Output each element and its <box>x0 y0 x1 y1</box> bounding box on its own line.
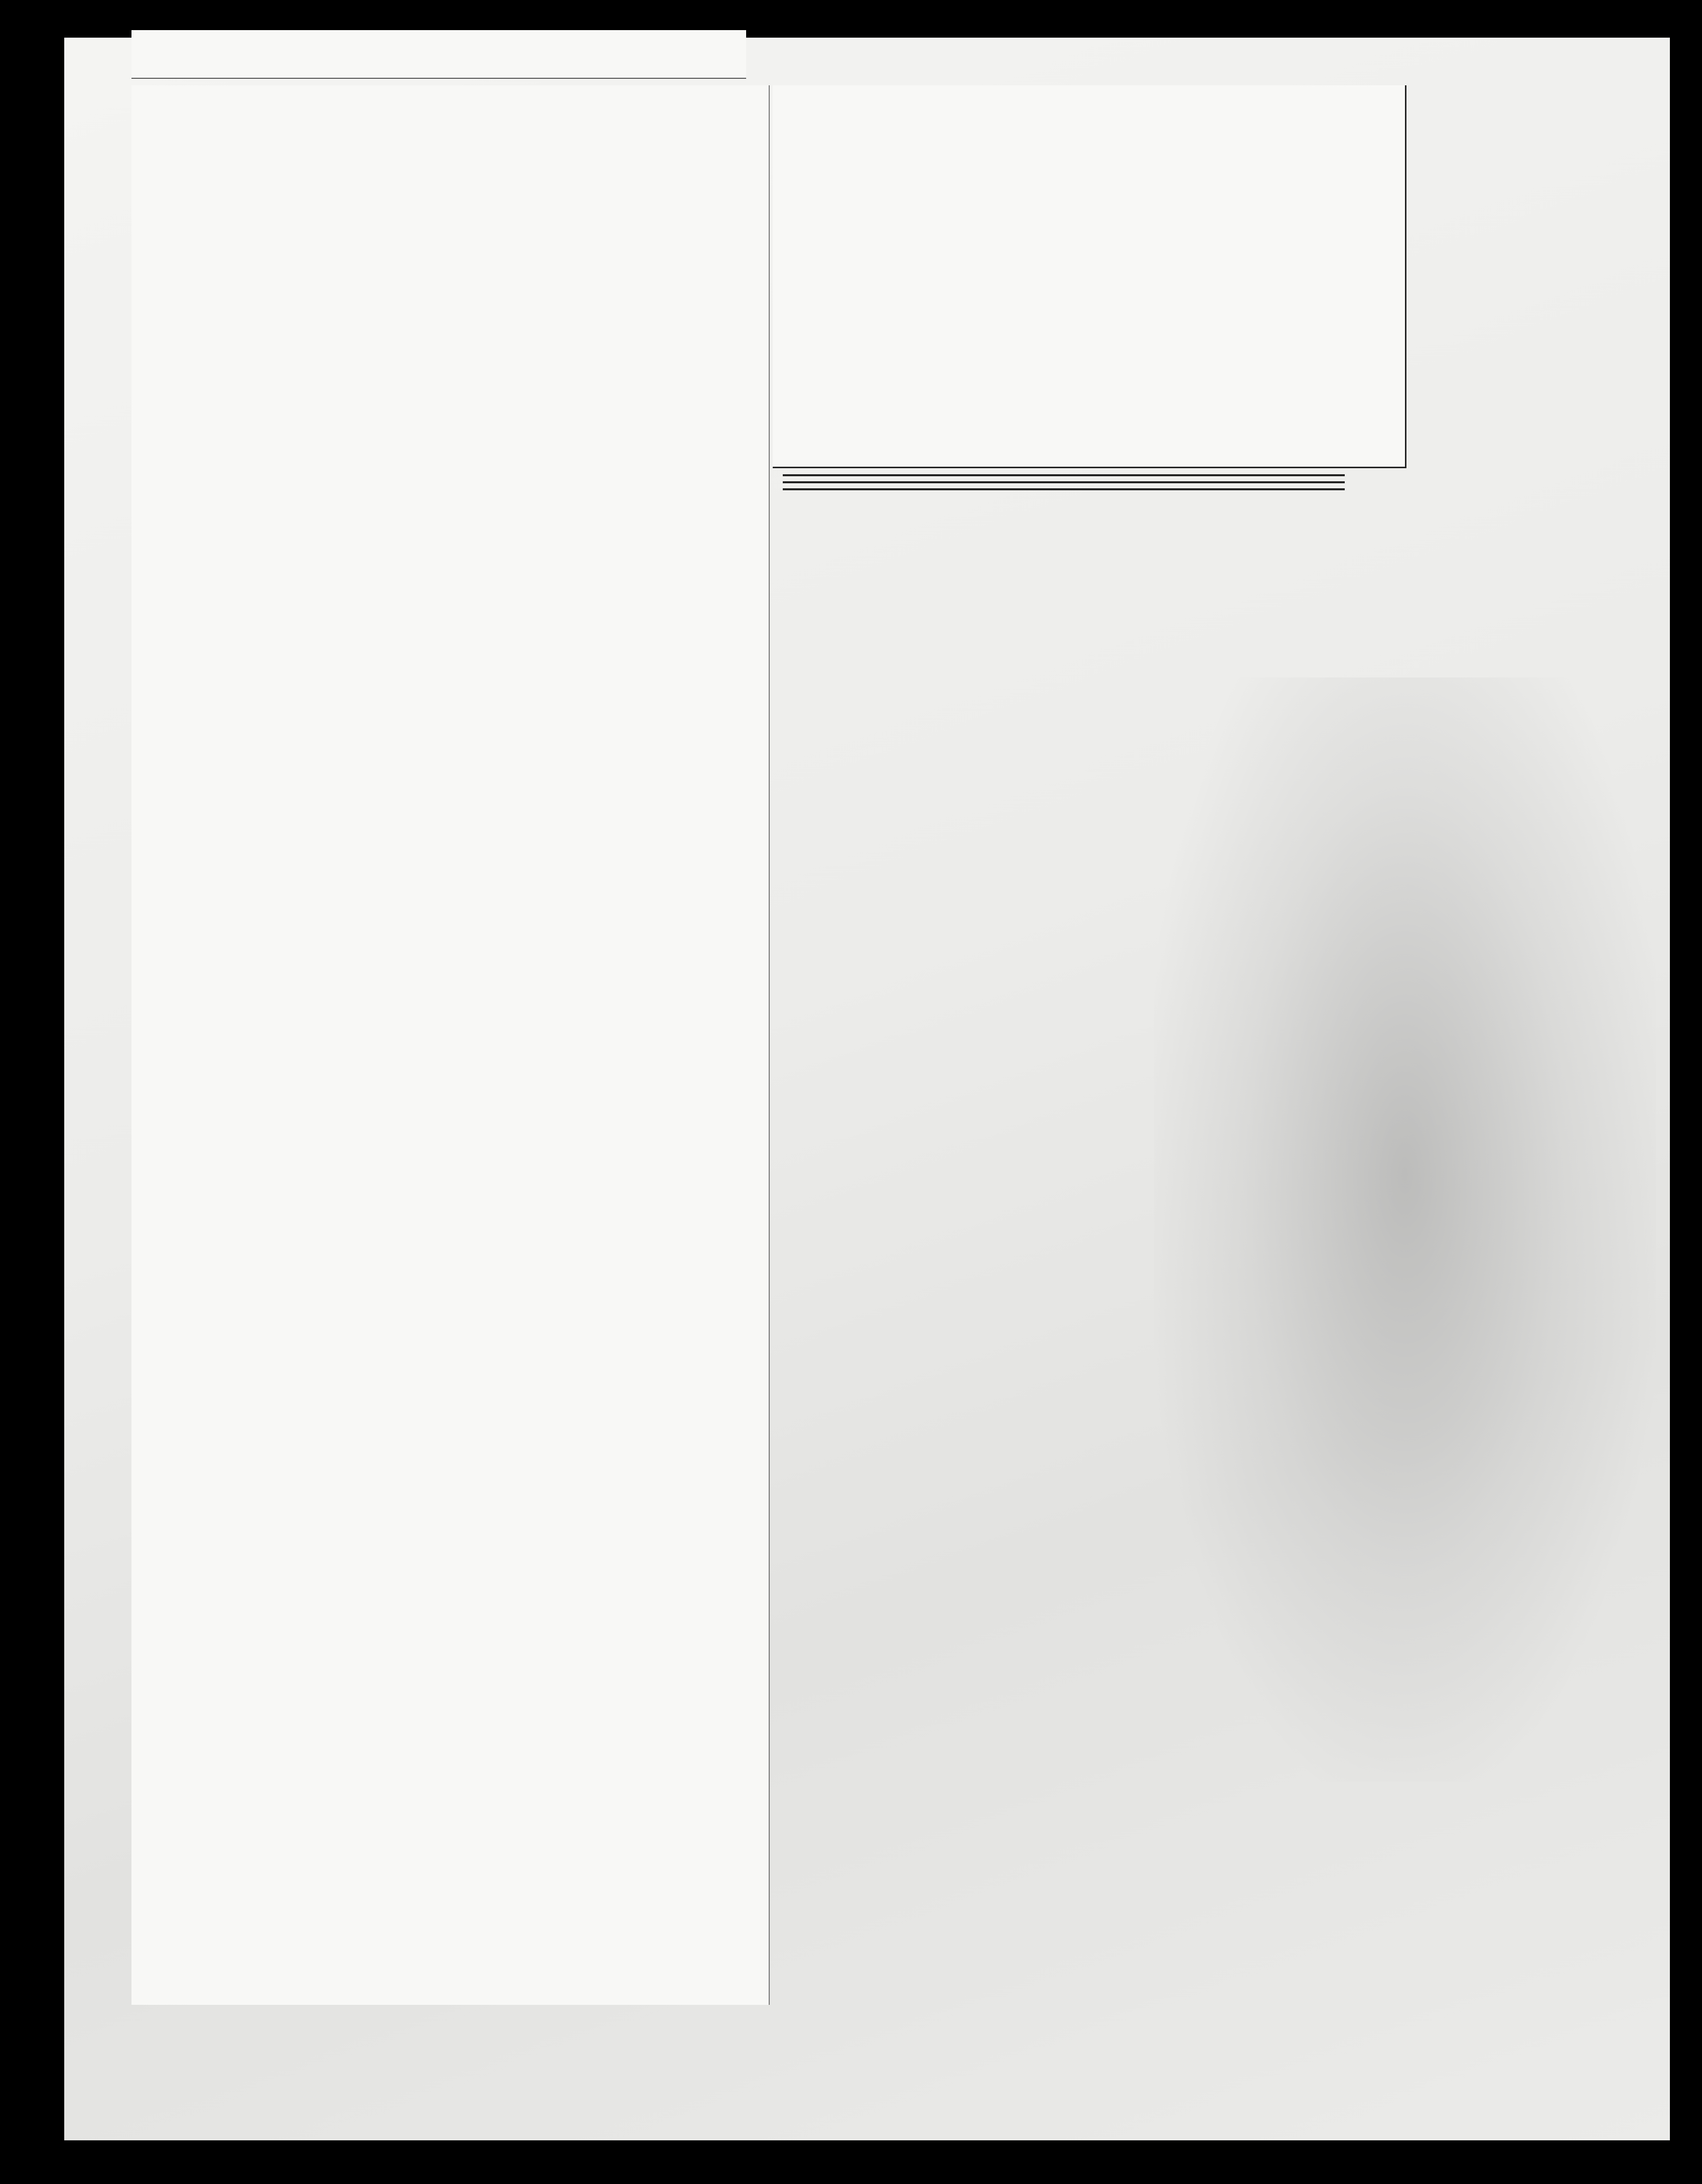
left-column-clipping <box>131 85 770 2005</box>
right-column-clipping <box>773 85 1406 468</box>
top-clipping <box>131 30 746 79</box>
paper-stain <box>1154 677 1656 1782</box>
tape-strip <box>783 469 1345 504</box>
